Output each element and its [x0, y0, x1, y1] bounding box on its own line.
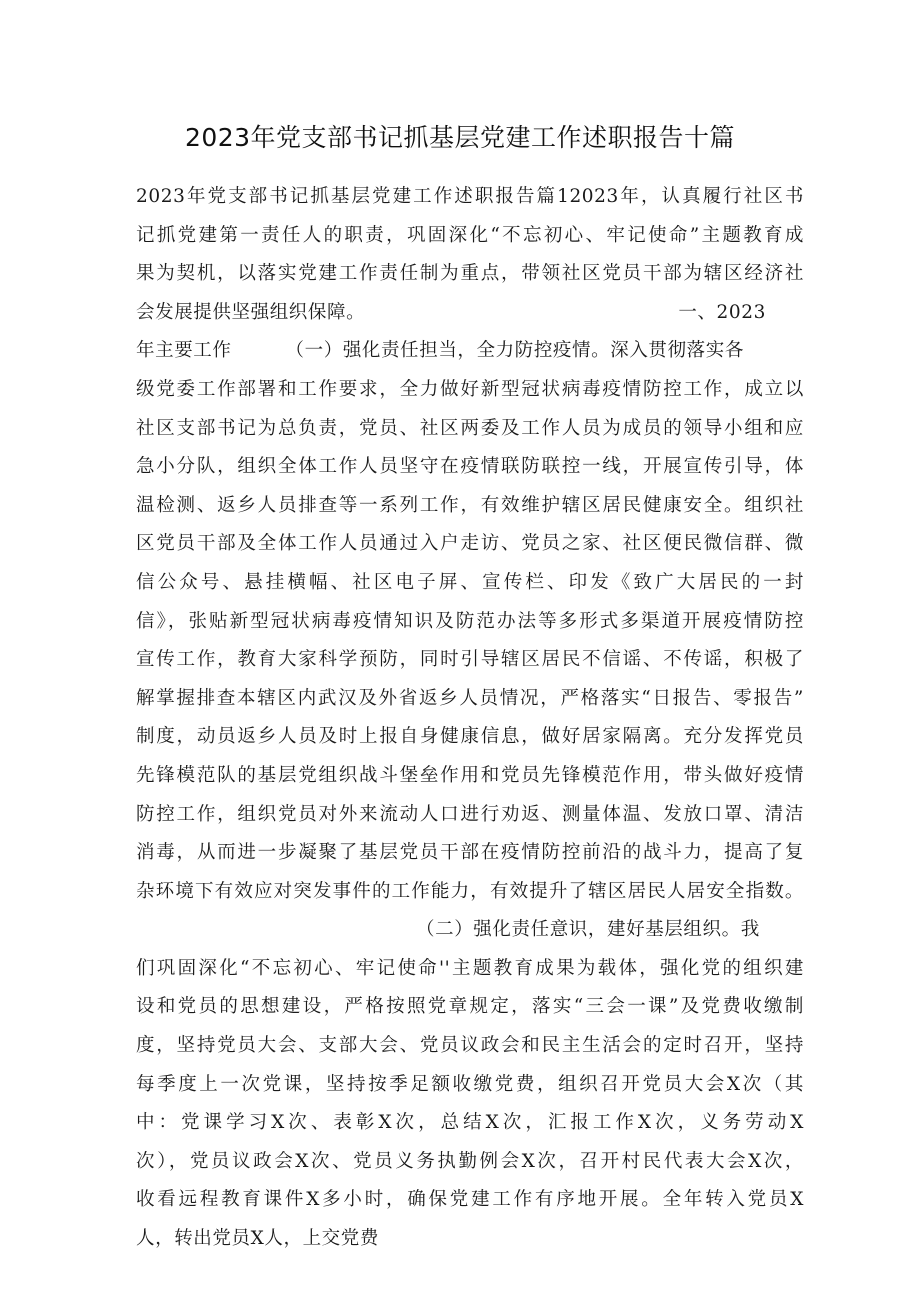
document-body	[136, 178, 804, 1259]
paragraph-line: 温检测、返乡人员排查等一系列工作，有效维护辖区居民健康安全。组织社	[136, 494, 804, 516]
paragraph-line	[136, 294, 804, 333]
paragraph-line: 收看远程教育课件X多小时，确保党建工作有序地开展。全年转入党员X	[136, 1189, 804, 1211]
paragraph-line: 解掌握排查本辖区内武汉及外省返乡人员情况，严格落实“日报告、零报告”	[136, 687, 804, 709]
paragraph-line: 度，坚持党员大会、支部大会、党员议政会和民主生活会的定时召开，坚持	[136, 1035, 804, 1057]
paragraph-line: 人，转出党员X人，上交党费	[136, 1228, 379, 1250]
section-heading: 一、2023	[678, 301, 766, 323]
paragraph-line: 制度，动员返乡人员及时上报自身健康信息，做好居家隔离。充分发挥党员	[136, 726, 804, 748]
line-segment: （一）强化责任担当，全力防控疫情。深入贯彻落实各	[285, 340, 744, 362]
paragraph-line: 果为契机，以落实党建工作责任制为重点，带领社区党员干部为辖区经济社	[136, 263, 804, 285]
paragraph-line: 先锋模范队的基层党组织战斗堡垒作用和党员先锋模范作用，带头做好疫情	[136, 764, 804, 786]
paragraph-line: 防控工作，组织党员对外来流动人口进行劝返、测量体温、发放口罩、清洁	[136, 803, 804, 825]
paragraph-line: 中：党课学习X次、表彰X次，总结X次，汇报工作X次，义务劳动X	[136, 1112, 804, 1134]
paragraph-line: 们巩固深化“不忘初心、牢记使命''主题教育成果为载体，强化党的组织建	[136, 957, 804, 979]
paragraph-line: 急小分队，组织全体工作人员坚守在疫情联防联控一线，开展宣传引导，体	[136, 456, 804, 478]
paragraph-line: 社区支部书记为总负责，党员、社区两委及工作人员为成员的领导小组和应	[136, 417, 804, 439]
paragraph-line: 区党员干部及全体工作人员通过入户走访、党员之家、社区便民微信群、微	[136, 533, 804, 555]
paragraph-line: 每季度上一次党课，坚持按季足额收缴党费，组织召开党员大会X次（其	[136, 1073, 804, 1095]
paragraph-line	[136, 332, 804, 371]
paragraph-line: 信公众号、悬挂横幅、社区电子屏、宣传栏、印发《致广大居民的一封	[136, 571, 804, 593]
paragraph-line: 设和党员的思想建设，严格按照党章规定，落实“三会一课”及党费收缴制	[136, 996, 804, 1018]
paragraph-line: 2023年党支部书记抓基层党建工作述职报告篇12023年，认真履行社区书	[136, 186, 804, 207]
paragraph-line: 信》，张贴新型冠状病毒疫情知识及防范办法等多形式多渠道开展疫情防控	[136, 610, 804, 632]
paragraph-line: 次），党员议政会X次、党员义务执勤例会X次，召开村民代表大会X次，	[136, 1150, 804, 1172]
section-heading: 年主要工作	[136, 340, 232, 362]
paragraph-line: 宣传工作，教育大家科学预防，同时引导辖区居民不信谣、不传谣，积极了	[136, 649, 804, 671]
line-segment: 会发展提供坚强组织保障。	[136, 301, 366, 323]
document-title: 2023年党支部书记抓基层党建工作述职报告十篇	[184, 123, 736, 152]
paragraph-line: 消毒，从而进一步凝聚了基层党员干部在疫情防控前沿的战斗力，提高了复	[136, 842, 804, 864]
paragraph-line: 杂环境下有效应对突发事件的工作能力，有效提升了辖区居民人居安全指数。	[136, 880, 804, 902]
paragraph-line: 记抓党建第一责任人的职责，巩固深化“不忘初心、牢记使命”主题教育成	[136, 224, 804, 246]
paragraph-line: （二）强化责任意识，建好基层组织。我	[416, 919, 760, 941]
paragraph-line: 级党委工作部署和工作要求，全力做好新型冠状病毒疫情防控工作，成立以	[136, 378, 804, 400]
